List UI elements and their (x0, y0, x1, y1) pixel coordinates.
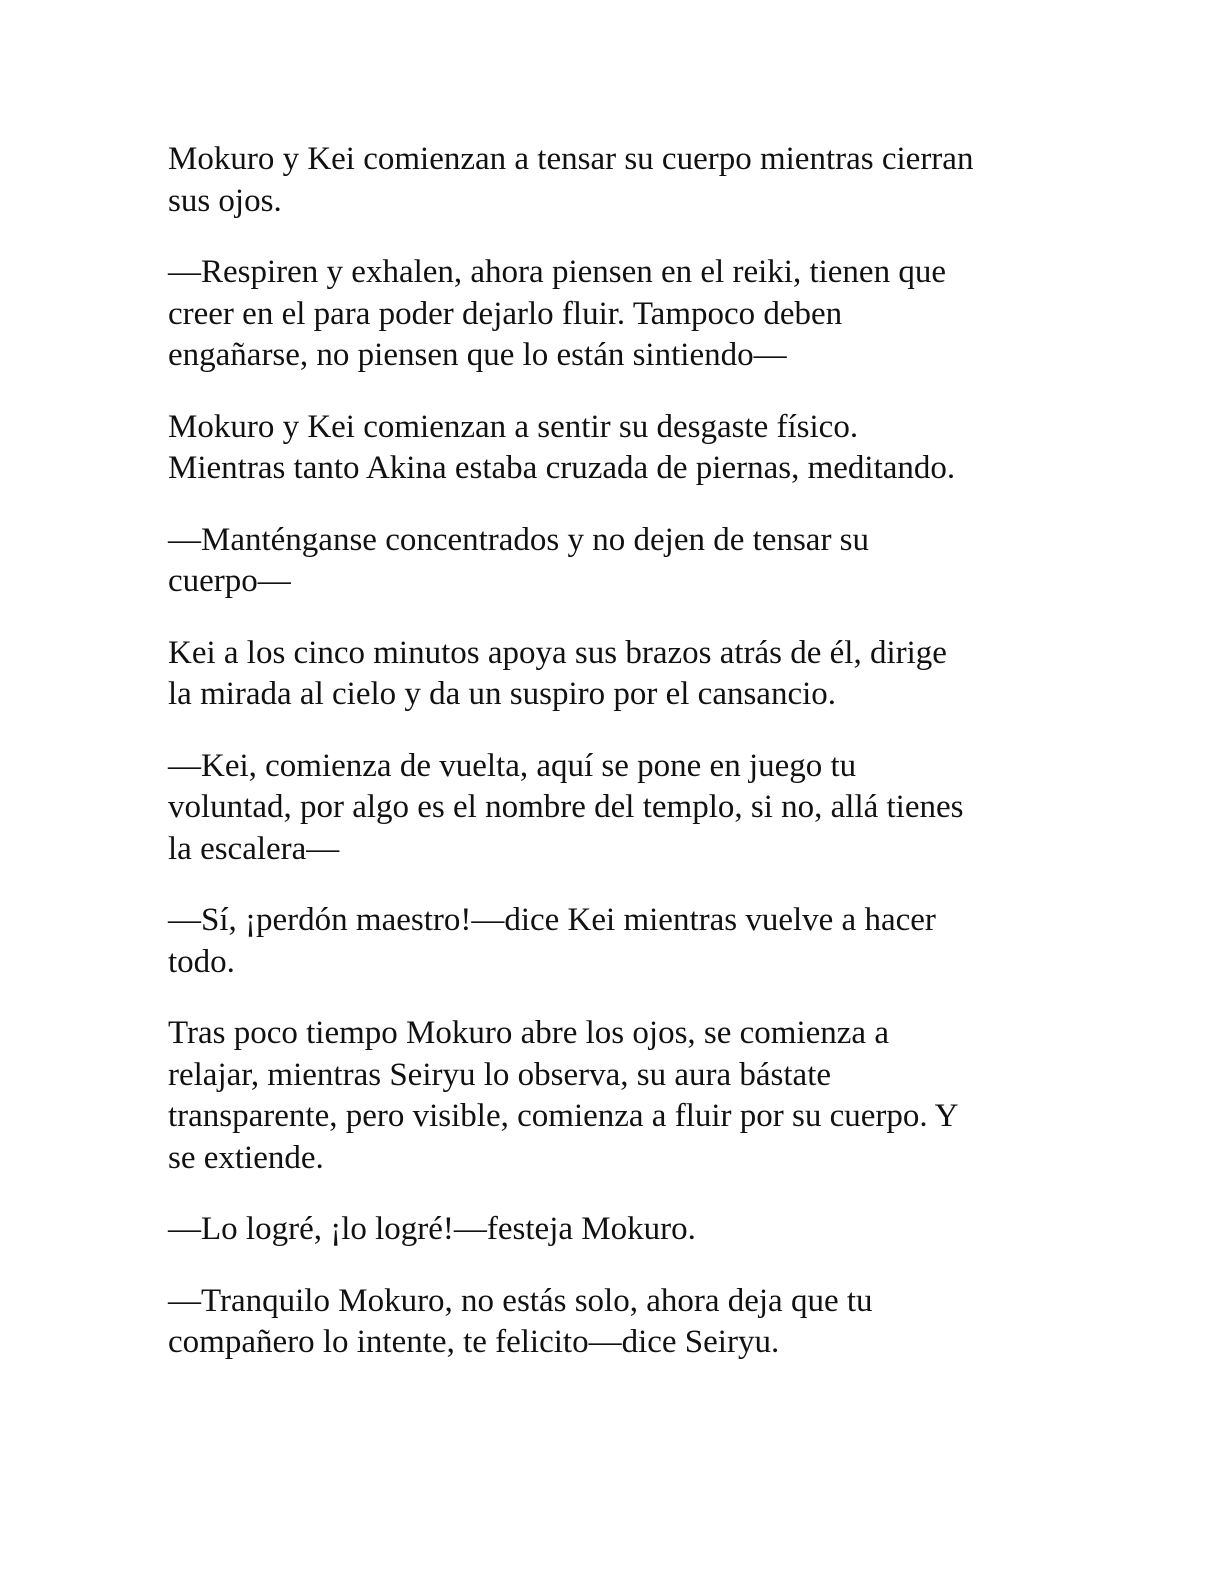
paragraph-5 (168, 633, 1058, 716)
text-line: —Tranquilo Mokuro, no estás solo, ahora deja que tu (168, 1282, 873, 1319)
text-line: voluntad, por algo es el nombre del templo, si no, allá tienes (168, 789, 964, 825)
text-line: relajar, mientras Seiryu lo observa, su aura bástate (168, 1056, 832, 1093)
text-line: la mirada al cielo y da un suspiro por el cansancio. (168, 676, 837, 712)
text-line: —Respiren y exhalen, ahora piensen en el reiki, tienen que (168, 254, 946, 290)
paragraph-10 (168, 1281, 1058, 1364)
paragraph-3 (168, 407, 1058, 490)
text-line: se extiende. (168, 1139, 324, 1176)
text-line: compañero lo intente, te felicito—dice Seiryu. (168, 1324, 780, 1360)
document-page (168, 139, 1058, 1394)
paragraph-7 (168, 900, 1058, 983)
paragraph-9 (168, 1209, 1058, 1251)
text-line: transparente, pero visible, comienza a fluir por su cuerpo. Y (168, 1098, 959, 1134)
paragraph-6 (168, 746, 1058, 871)
paragraph-4 (168, 520, 1058, 603)
text-line: sus ojos. (168, 182, 282, 219)
paragraph-1 (168, 139, 1058, 222)
paragraph-8 (168, 1013, 1058, 1179)
text-line: Mokuro y Kei comienzan a tensar su cuerpo mientras cierran (168, 141, 974, 177)
paragraph-2 (168, 252, 1058, 377)
text-line: Tras poco tiempo Mokuro abre los ojos, se comienza a (168, 1015, 889, 1051)
text-line: Kei a los cinco minutos apoya sus brazos atrás de él, dirige (168, 634, 947, 671)
text-line: —Lo logré, ¡lo logré!—festeja Mokuro. (168, 1211, 696, 1247)
text-line: todo. (168, 943, 235, 980)
text-line: Mokuro y Kei comienzan a sentir su desgaste físico. (168, 408, 859, 445)
text-line: —Manténganse concentrados y no dejen de tensar su (168, 521, 870, 558)
text-line: creer en el para poder dejarlo fluir. Tampoco deben (168, 295, 843, 332)
text-line: la escalera— (168, 830, 340, 867)
text-line: —Sí, ¡perdón maestro!—dice Kei mientras vuelve a hacer (168, 902, 936, 938)
text-line: Mientras tanto Akina estaba cruzada de piernas, meditando. (168, 450, 956, 486)
text-line: —Kei, comienza de vuelta, aquí se pone en juego tu (168, 747, 857, 784)
text-line: engañarse, no piensen que lo están sintiendo— (168, 337, 787, 373)
text-line: cuerpo— (168, 563, 291, 599)
